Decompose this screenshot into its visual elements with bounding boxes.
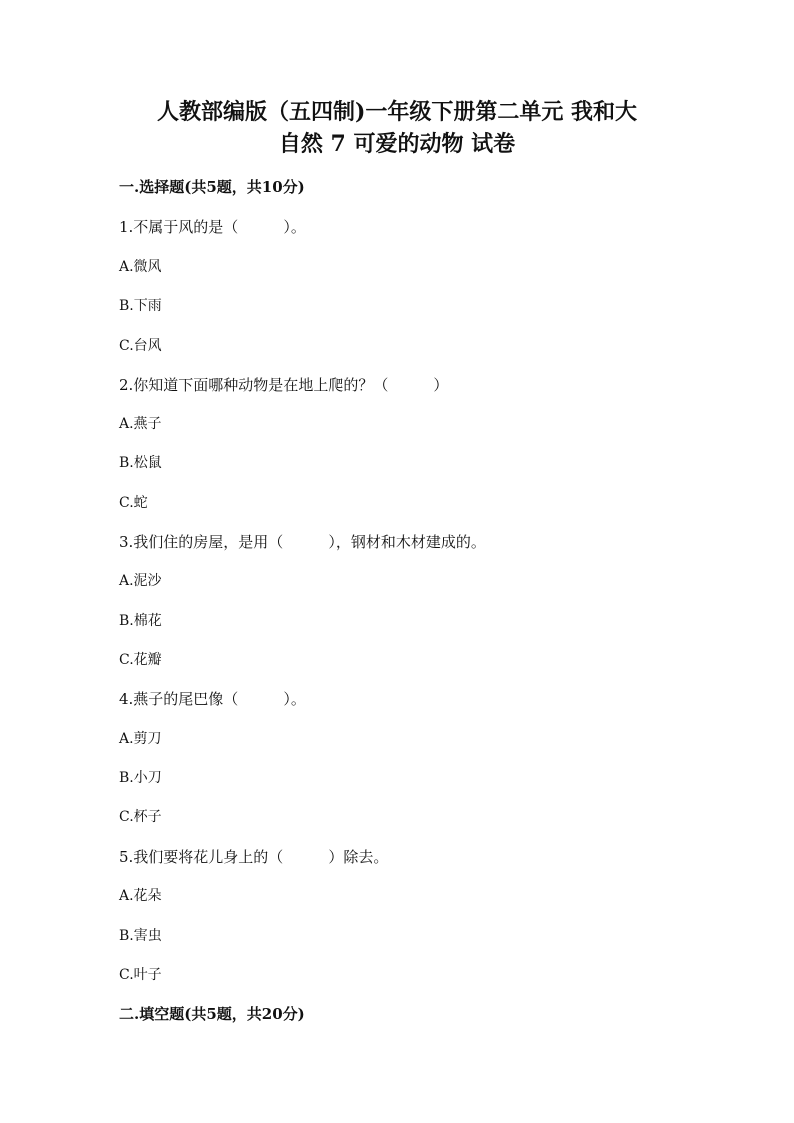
question-stem-4: 4.燕子的尾巴像（ ）。	[119, 690, 306, 708]
section-heading-fill-in: 二.填空题(共5题，共20分)	[119, 1005, 305, 1023]
question-1-option-b: B.下雨	[119, 298, 162, 314]
question-stem-2: 2.你知道下面哪种动物是在地上爬的？（ ）	[119, 376, 449, 394]
question-4-option-b: B.小刀	[119, 770, 162, 786]
page-title-line-1: 人教部编版（五四制)一年级下册第二单元 我和大	[156, 99, 638, 125]
question-5-option-a: A.花朵	[119, 888, 162, 904]
question-stem-5: 5.我们要将花儿身上的（ ）除去。	[119, 848, 389, 866]
question-2-option-b: B.松鼠	[119, 455, 162, 471]
question-3-option-c: C.花瓣	[119, 652, 162, 668]
section-heading-choice: 一.选择题(共5题，共10分)	[119, 178, 305, 196]
question-5-option-c: C.叶子	[119, 967, 162, 983]
question-4-option-c: C.杯子	[119, 809, 162, 825]
question-1-option-a: A.微风	[119, 259, 162, 275]
question-stem-3: 3.我们住的房屋，是用（ ），钢材和木材建成的。	[119, 533, 486, 551]
question-1-option-c: C.台风	[119, 338, 162, 354]
question-2-option-a: A.燕子	[119, 416, 162, 432]
page-title-line-2: 自然 7 可爱的动物 试卷	[278, 131, 516, 157]
question-2-option-c: C.蛇	[119, 495, 148, 511]
question-3-option-a: A.泥沙	[119, 573, 162, 589]
question-stem-1: 1.不属于风的是（ ）。	[119, 218, 306, 236]
question-3-option-b: B.棉花	[119, 613, 162, 629]
question-4-option-a: A.剪刀	[119, 731, 162, 747]
question-5-option-b: B.害虫	[119, 928, 162, 944]
